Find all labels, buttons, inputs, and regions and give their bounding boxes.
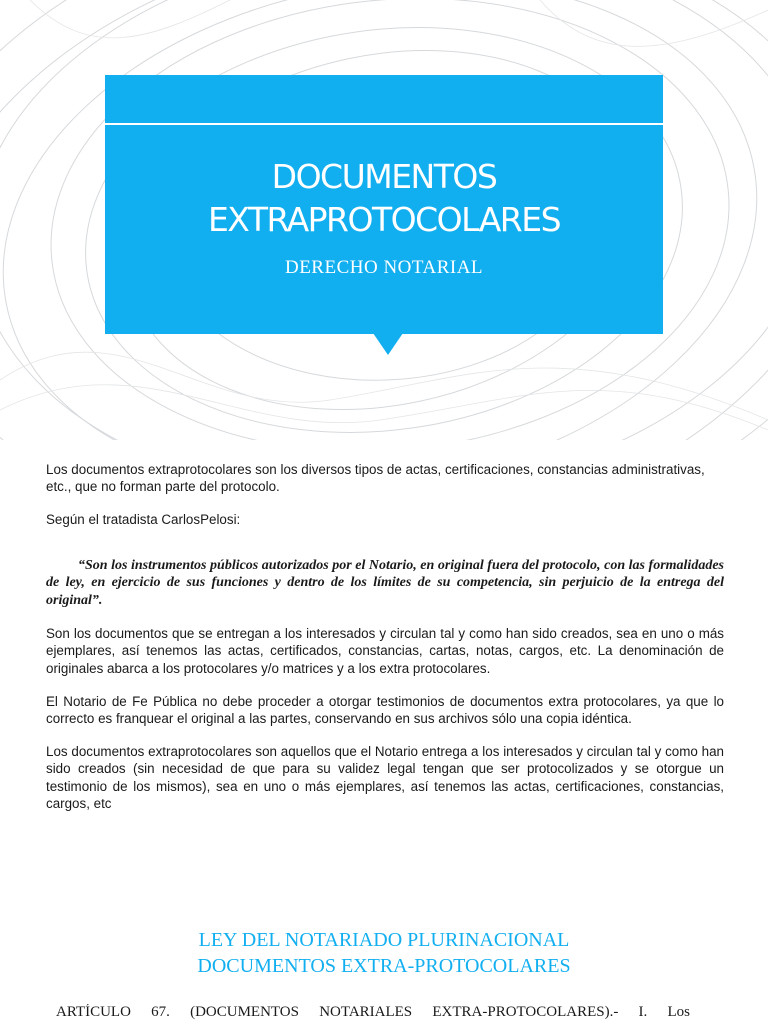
page-subtitle: DERECHO NOTARIAL: [284, 257, 484, 278]
page-title-line-1: DOCUMENTOS: [271, 157, 497, 196]
paragraph-circulation: Son los documentos que se entregan a los interesados y circulan tal y como han sido creados, sea en uno o más ejemplares, así tenemos las actas, certificados, constancias, cartas, notas, cargos, etc. La denominación de originales abarca a los protocolares y/o matrices y a los extra protocolares.: [46, 626, 724, 676]
article-67-text: ARTÍCULO 67. (DOCUMENTOS NOTARIALES EXTRA-PROTOCOLARES).- I. Los: [56, 1004, 690, 1020]
quotation: “Son los instrumentos públicos autorizados por el Notario, en original fuera del protocolo, con las formalidades de ley, en ejercicio de sus funciones y dentro de los límites de su competencia, sin perjuicio de la entrega del original”.: [46, 557, 724, 608]
title-banner: [105, 75, 663, 334]
law-heading-line-1: LEY DEL NOTARIADO PLURINACIONAL: [198, 929, 570, 951]
paragraph-author-intro: Según el tratadista CarlosPelosi:: [46, 512, 241, 528]
page-title-line-2: EXTRAPROTOCOLARES: [207, 200, 561, 239]
banner-divider-line: [105, 123, 663, 125]
law-section-heading: [0, 927, 768, 979]
page-title: [105, 155, 663, 241]
law-heading-line-2: DOCUMENTOS EXTRA-PROTOCOLARES: [197, 955, 571, 977]
paragraph-testimonios: El Notario de Fe Pública no debe proceder a otorgar testimonios de documentos extra protocolares, ya que lo correcto es franquear el original a las partes, conservando en sus archivos sólo una copia idéntica.: [46, 693, 724, 726]
banner-pointer-triangle: [373, 333, 403, 355]
paragraph-definition: Los documentos extraprotocolares son los diversos tipos de actas, certificaciones, constancias administrativas, etc., que no forman parte del protocolo.: [46, 462, 705, 495]
paragraph-summary: Los documentos extraprotocolares son aquellos que el Notario entrega a los interesados y circulan tal y como han sido creados (sin necesidad de que para su validez legal tengan que ser protocolizados y se otorgue un testimonio de los mismos), sea en uno o más ejemplares, así tenemos las actas, certificaciones, constancias, cargos, etc: [46, 744, 724, 811]
document-body: [46, 461, 724, 828]
